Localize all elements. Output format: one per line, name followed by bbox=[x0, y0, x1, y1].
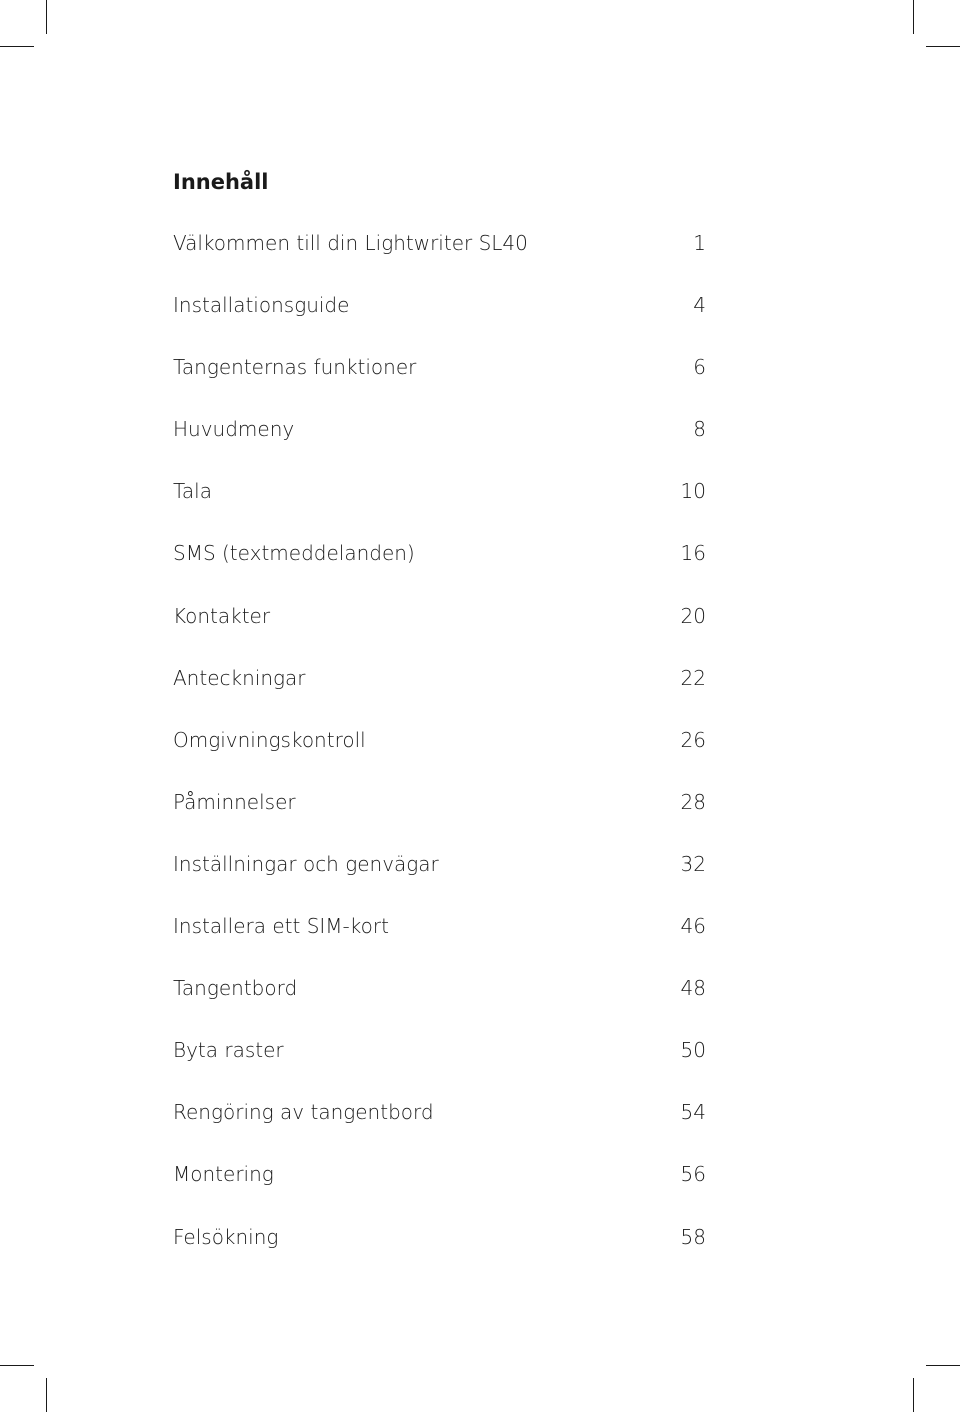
toc-entry-title: Omgivningskontroll bbox=[173, 727, 366, 752]
toc-entry-page-number: 8 bbox=[693, 417, 706, 442]
toc-list bbox=[173, 228, 706, 1284]
toc-entry-title: Montering bbox=[173, 1162, 274, 1187]
toc-entry-title: Kontakter bbox=[173, 603, 271, 628]
toc-entry bbox=[173, 538, 706, 600]
toc-entry-page-number: 56 bbox=[680, 1162, 706, 1187]
toc-entry bbox=[173, 1097, 706, 1159]
toc-entry bbox=[173, 911, 706, 973]
crop-mark-bottom-left-vertical bbox=[46, 1378, 47, 1412]
toc-entry-page-number: 10 bbox=[680, 479, 706, 504]
toc-entry bbox=[173, 1159, 706, 1221]
toc-entry-title: Anteckningar bbox=[173, 665, 306, 690]
toc-entry bbox=[173, 601, 706, 663]
crop-mark-bottom-right-vertical bbox=[913, 1378, 914, 1412]
toc-entry-page-number: 26 bbox=[680, 727, 706, 752]
toc-entry-page-number: 1 bbox=[693, 231, 706, 255]
toc-entry bbox=[173, 973, 706, 1035]
toc-entry bbox=[173, 1035, 706, 1097]
toc-entry-page-number: 50 bbox=[680, 1038, 706, 1063]
toc-entry-title: Välkommen till din Lightwriter SL40 bbox=[173, 231, 528, 255]
toc-entry bbox=[173, 787, 706, 849]
toc-entry-page-number: 46 bbox=[680, 914, 706, 939]
toc-entry-page-number: 22 bbox=[680, 665, 706, 690]
crop-mark-bottom-left-horizontal bbox=[0, 1365, 34, 1366]
toc-entry-title: Huvudmeny bbox=[173, 417, 295, 442]
toc-entry-page-number: 16 bbox=[680, 541, 706, 566]
toc-entry-title: Inställningar och genvägar bbox=[173, 851, 439, 876]
toc-heading: Innehåll bbox=[173, 170, 269, 194]
toc-entry-page-number: 54 bbox=[680, 1100, 706, 1125]
toc-entry-title: Tangenternas funktioner bbox=[173, 355, 417, 380]
toc-entry bbox=[173, 476, 706, 538]
toc-entry-page-number: 58 bbox=[680, 1224, 706, 1249]
toc-entry-page-number: 4 bbox=[693, 293, 706, 318]
toc-entry-page-number: 20 bbox=[680, 603, 706, 628]
toc-entry-page-number: 28 bbox=[680, 789, 706, 814]
toc-entry bbox=[173, 1222, 706, 1284]
toc-entry bbox=[173, 290, 706, 352]
crop-mark-top-left-horizontal bbox=[0, 46, 34, 47]
toc-entry bbox=[173, 228, 706, 290]
toc-entry bbox=[173, 414, 706, 476]
toc-entry-page-number: 48 bbox=[680, 976, 706, 1001]
toc-entry-title: Påminnelser bbox=[173, 789, 296, 814]
toc-entry-title: Tangentbord bbox=[173, 976, 298, 1001]
toc-entry-title: Rengöring av tangentbord bbox=[173, 1100, 434, 1125]
toc-entry-title: SMS (textmeddelanden) bbox=[173, 541, 415, 566]
toc-entry-title: Installera ett SIM-kort bbox=[173, 914, 389, 939]
toc-entry bbox=[173, 849, 706, 911]
toc-entry-title: Installationsguide bbox=[173, 293, 350, 318]
toc-entry-page-number: 6 bbox=[693, 355, 706, 380]
toc-entry-title: Tala bbox=[173, 479, 212, 504]
crop-mark-top-right-vertical bbox=[913, 0, 914, 34]
toc-entry-page-number: 32 bbox=[680, 851, 706, 876]
crop-mark-bottom-right-horizontal bbox=[926, 1365, 960, 1366]
crop-mark-top-left-vertical bbox=[46, 0, 47, 34]
toc-entry bbox=[173, 352, 706, 414]
toc-entry bbox=[173, 663, 706, 725]
toc-entry-title: Byta raster bbox=[173, 1038, 284, 1063]
toc-entry-title: Felsökning bbox=[173, 1224, 279, 1249]
toc-entry bbox=[173, 725, 706, 787]
crop-mark-top-right-horizontal bbox=[926, 46, 960, 47]
